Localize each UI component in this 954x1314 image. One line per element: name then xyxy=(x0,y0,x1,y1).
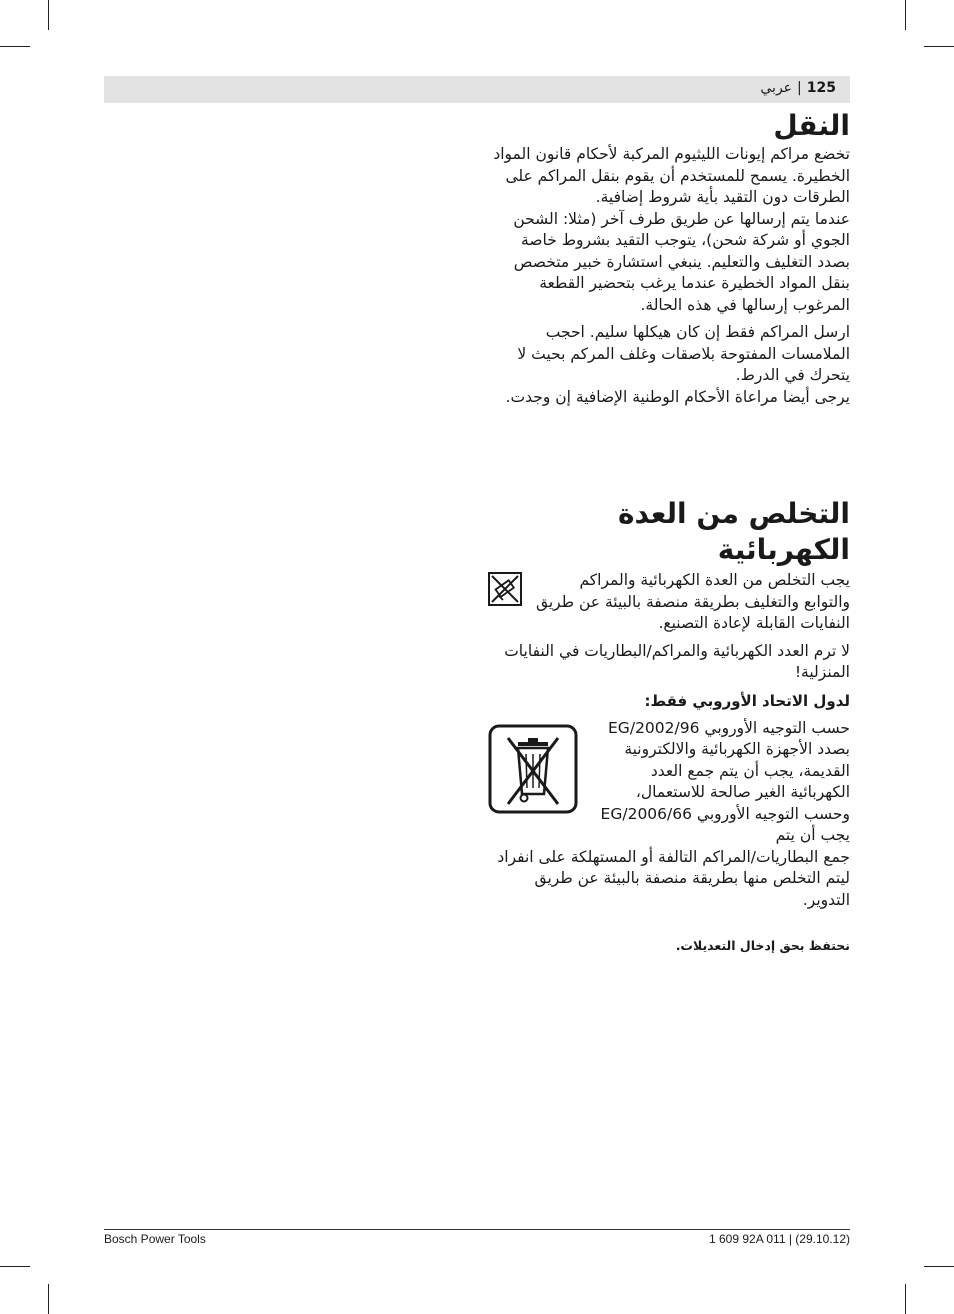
crop-mark xyxy=(0,1266,30,1267)
crossed-out-wheelie-bin-icon xyxy=(488,724,578,814)
transport-paragraph-3: ارسل المراكم فقط إن كان هيكلها سليم. احجب الملامسات المفتوحة بلاصقات وغلف المركم بحيث لا يتحرك في الدرط. xyxy=(517,323,850,384)
disposal-title: التخلص من العدة الكهربائية xyxy=(618,497,850,566)
header-separator: | xyxy=(797,80,802,96)
eu-paragraph-2: جمع البطاريات/المراكم التالفة أو المستهلكة على انفراد ليتم التخلص منها بطريقة منصفة بالبيئة عن طريق التدوير. xyxy=(497,847,850,909)
transport-paragraph-1: تخضع مراكم إيونات الليثيوم المركبة لأحكام قانون المواد الخطيرة. يسمح للمستخدم أن يقوم بنقل المراكم على الطرقات دون التقيد بأية شروط إضافية. xyxy=(493,145,850,206)
footer-document-id: 1 609 92A 011 | (29.10.12) xyxy=(708,1232,850,1246)
footer-divider xyxy=(104,1229,850,1230)
disposal-intro-row xyxy=(488,570,850,635)
transport-section xyxy=(488,108,850,408)
eu-directive-row xyxy=(488,718,850,847)
header-language: عربي xyxy=(760,80,793,96)
crop-mark xyxy=(48,0,49,30)
crop-mark xyxy=(924,1266,954,1267)
disposal-paragraph-1: يجب التخلص من العدة الكهربائية والمراكم والتوابع والتغليف بطريقة منصفة بالبيئة عن طريق النفايات القابلة لإعادة التصنيع. xyxy=(535,571,850,632)
page-header xyxy=(104,76,850,103)
footer-brand: Bosch Power Tools xyxy=(104,1232,206,1246)
transport-paragraph-4: يرجى أيضا مراعاة الأحكام الوطنية الإضافية إن وجدت. xyxy=(505,387,850,406)
rights-reserved-note: نحتفظ بحق إدخال التعديلات. xyxy=(675,938,850,953)
crop-mark xyxy=(905,0,906,30)
disposal-section xyxy=(488,496,850,955)
spacer xyxy=(488,911,850,937)
no-household-waste-icon xyxy=(488,572,522,606)
disposal-paragraph-2: لا ترم العدد الكهربائية والمراكم/البطاريات في النفايات المنزلية! xyxy=(504,641,850,681)
crop-mark xyxy=(924,46,954,47)
crop-mark xyxy=(0,46,30,47)
page-number: 125 xyxy=(806,80,836,96)
eu-paragraph-1: حسب التوجيه الأوروبي 2002/96/EG بصدد الأجهزة الكهربائية والالكترونية القديمة، يجب أن يتم جمع العدد الكهربائية الغير صالحة للاستعمال، وحسب التوجيه الأوروبي 2006/66/EG يجب أن يتم xyxy=(600,718,850,844)
eu-heading: لدول الاتحاد الأوروبي فقط: xyxy=(644,691,850,710)
transport-paragraph-2: عندما يتم إرسالها عن طريق طرف آخر (مثلا: الشحن الجوي أو شركة شحن)، يتوجب التقيد بشروط خاصة بصدد التغليف والتعليم. ينبغي استشارة خبير متخصص بنقل المواد الخطيرة عندما يرغب بتحضير القطعة المرغوب إرسالها في هذه الحالة. xyxy=(513,209,850,314)
transport-title: النقل xyxy=(773,109,850,142)
crop-mark xyxy=(905,1284,906,1314)
crop-mark xyxy=(48,1284,49,1314)
header-text xyxy=(760,80,836,96)
